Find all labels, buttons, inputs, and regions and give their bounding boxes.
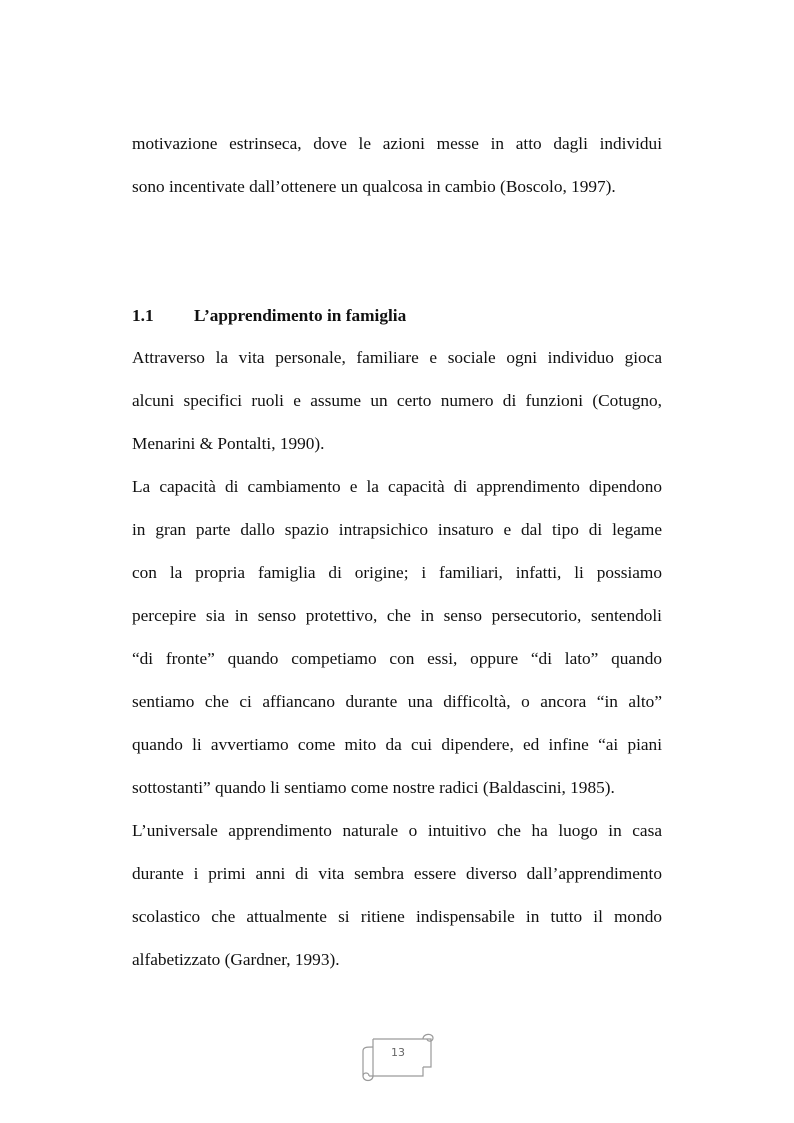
paragraph-line: motivazione estrinseca, dove le azioni messe in atto dagli individui	[132, 134, 662, 153]
paragraph-line: in gran parte dallo spazio intrapsichico insaturo e dal tipo di legame	[132, 520, 662, 539]
paragraph-line: sottostanti” quando li sentiamo come nostre radici (Baldascini, 1985).	[132, 778, 615, 797]
paragraph-line: alfabetizzato (Gardner, 1993).	[132, 950, 340, 969]
paragraph-line: durante i primi anni di vita sembra essere diverso dall’apprendimento	[132, 864, 662, 883]
paragraph-line: con la propria famiglia di origine; i familiari, infatti, li possiamo	[132, 563, 662, 582]
paragraph-line: La capacità di cambiamento e la capacità di apprendimento dipendono	[132, 477, 662, 496]
section-number: 1.1	[132, 306, 154, 325]
paragraph-line: percepire sia in senso protettivo, che in senso persecutorio, sentendoli	[132, 606, 662, 625]
page-number: 13	[391, 1046, 405, 1059]
paragraph-line: alcuni specifici ruoli e assume un certo numero di funzioni (Cotugno,	[132, 391, 662, 410]
paragraph-line: quando li avvertiamo come mito da cui dipendere, ed infine “ai piani	[132, 735, 662, 754]
paragraph-line: sentiamo che ci affiancano durante una difficoltà, o ancora “in alto”	[132, 692, 662, 711]
paragraph-line: sono incentivate dall’ottenere un qualcosa in cambio (Boscolo, 1997).	[132, 177, 616, 196]
paragraph-line: Menarini & Pontalti, 1990).	[132, 434, 325, 453]
section-heading	[132, 306, 406, 326]
paragraph-line: Attraverso la vita personale, familiare e sociale ogni individuo gioca	[132, 348, 662, 367]
section-title: L’apprendimento in famiglia	[194, 306, 407, 325]
paragraph-line: scolastico che attualmente si ritiene indispensabile in tutto il mondo	[132, 907, 662, 926]
paragraph-line: L’universale apprendimento naturale o intuitivo che ha luogo in casa	[132, 821, 662, 840]
paragraph-line: “di fronte” quando competiamo con essi, oppure “di lato” quando	[132, 649, 662, 668]
page-number-footer	[359, 1029, 435, 1085]
